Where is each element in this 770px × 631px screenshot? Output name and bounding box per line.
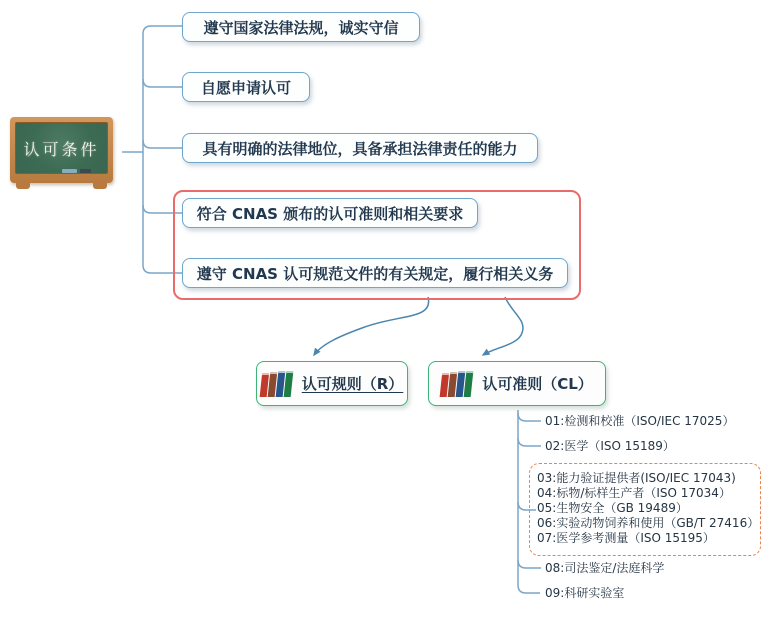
blackboard-foot [16,181,30,189]
criteria-item-03[interactable]: 03:能力验证提供者(ISO/IEC 17043) [537,471,736,485]
condition-label: 自愿申请认可 [200,78,291,97]
books-icon [259,371,294,397]
branch-criteria-02 [518,438,541,446]
condition-node-legal-status[interactable] [182,133,538,163]
criteria-item-05[interactable]: 05:生物安全（GB 19489） [537,501,688,515]
condition-label: 遵守 CNAS 认可规范文件的有关规定，履行相关义务 [196,264,554,283]
root-node-blackboard[interactable] [10,117,113,191]
blackboard-surface [15,122,108,174]
rule-node-label: 认可准则（CL） [482,375,593,393]
criteria-item-07[interactable]: 07:医学参考测量（ISO 15195） [537,531,715,545]
criteria-item-02[interactable]: 02:医学（ISO 15189） [545,439,675,453]
condition-node-cnas-criteria[interactable] [182,198,478,228]
root-title: 认可条件 [23,139,100,159]
criteria-item-08[interactable]: 08:司法鉴定/法庭科学 [545,561,665,575]
criteria-item-01[interactable]: 01:检测和校准（ISO/IEC 17025） [545,414,735,428]
criteria-item-09[interactable]: 09:科研实验室 [545,586,625,600]
blackboard-foot [93,181,107,189]
branch-condition-3 [143,140,182,148]
rule-node-label: 认可规则（R） [301,375,404,393]
condition-label: 符合 CNAS 颁布的认可准则和相关要求 [196,204,464,223]
blackboard-frame [10,117,113,183]
branch-criteria-08 [518,560,541,568]
criteria-item-04[interactable]: 04:标物/标样生产者（ISO 17034） [537,486,731,500]
condition-label: 具有明确的法律地位，具备承担法律责任的能力 [202,139,518,158]
criteria-item-06[interactable]: 06:实验动物饲养和使用（GB/T 27416） [537,516,760,530]
chalk-eraser-icon [62,169,77,173]
books-icon [440,371,475,397]
rule-node-accreditation-criteria[interactable] [428,361,606,406]
chalk-icon [80,169,91,173]
arrow-to-rules [314,297,429,355]
condition-label: 遵守国家法律法规，诚实守信 [203,18,399,37]
rule-node-accreditation-rules[interactable] [256,361,408,406]
condition-node-voluntary-application[interactable] [182,72,310,102]
arrow-to-criteria [483,297,523,355]
condition-node-law-compliance[interactable] [182,12,420,42]
condition-node-cnas-obligations[interactable] [182,258,568,288]
branch-criteria-01 [518,413,541,421]
branch-condition-2 [143,79,182,87]
